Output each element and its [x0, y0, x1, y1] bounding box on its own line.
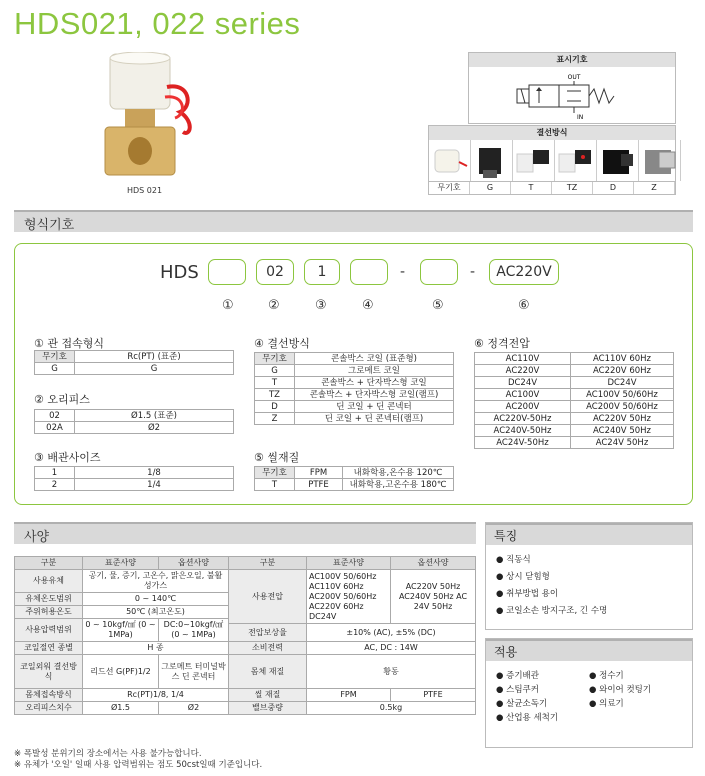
model-section-title: 형식기호 — [24, 218, 75, 233]
valve-product-image — [95, 52, 200, 182]
valve-symbol-icon — [469, 67, 675, 123]
table-cell: 1/8 — [75, 467, 234, 479]
coil-standard-image — [429, 140, 471, 181]
feature-item: ● 코일소손 방지구조, 긴 수명 — [496, 606, 608, 616]
in-label: IN — [577, 114, 584, 121]
spec-key: 몸체 재질 — [229, 655, 307, 689]
spec-key: 밸브중량 — [229, 702, 307, 715]
spec-value: Ø1.5 — [83, 702, 159, 715]
feature-item: ● 취부방법 용이 — [496, 589, 559, 599]
code-slot-3: 1 — [304, 259, 340, 285]
table-cell: 내화학용,고온수용 180℃ — [343, 479, 454, 491]
table-cell: 딘 코일 + 딘 콘넥터(램프) — [295, 413, 454, 425]
table-cell: 1/4 — [75, 479, 234, 491]
code-slot-2: 02 — [256, 259, 294, 285]
spec-key: 주위허용온도 — [15, 606, 83, 619]
table-cell: 02 — [35, 410, 75, 422]
product-caption: HDS 021 — [127, 186, 163, 195]
spec-key: 사용압력범위 — [15, 619, 83, 642]
orifice-title: ② 오리피스 — [34, 393, 90, 406]
table-cell: DC24V — [475, 377, 571, 389]
spec-head: 옵션사양 — [159, 557, 229, 570]
application-item: ● 와이어 컷팅기 — [589, 685, 652, 695]
application-item: ● 의료기 — [589, 699, 624, 709]
table-cell: 콘솔박스 + 단자박스형 코일(램프) — [295, 389, 454, 401]
application-item: ● 정수기 — [589, 671, 624, 681]
spec-value: PTFE — [391, 689, 476, 702]
spec-section-title: 사양 — [24, 530, 50, 545]
spec-value: AC220V 50Hz AC240V 50Hz AC 24V 50Hz — [391, 570, 476, 624]
table-cell: AC220V 60Hz — [571, 365, 674, 377]
table-cell: AC24V 50Hz — [571, 437, 674, 449]
table-cell: PTFE — [295, 479, 343, 491]
spec-value: 0 ~ 140℃ — [83, 593, 229, 606]
coil-terminal-image — [513, 140, 555, 181]
spec-key: 소비전력 — [229, 642, 307, 655]
code-slot-4 — [350, 259, 388, 285]
table-cell: AC240V 50Hz — [571, 425, 674, 437]
table-cell: DC24V — [571, 377, 674, 389]
coil-grommet-image — [471, 140, 513, 181]
page-title: HDS021, 022 series — [14, 6, 301, 41]
table-cell: G — [75, 363, 234, 375]
code-number: ② — [268, 298, 280, 313]
spec-head: 옵션사양 — [391, 557, 476, 570]
pipe-size-table — [34, 466, 234, 491]
code-dash: - — [400, 264, 406, 280]
table-cell: 그로메트 코일 — [295, 365, 454, 377]
pipe-conn-table — [34, 350, 234, 375]
table-cell: 콘솔박스 코일 (표준형) — [295, 353, 454, 365]
conn-label: T — [511, 182, 552, 194]
notes — [14, 749, 262, 771]
table-cell: 02A — [35, 422, 75, 434]
table-cell: AC24V-50Hz — [475, 437, 571, 449]
spec-value: DC:0~10kgf/㎠ (0 ~ 1MPa) — [159, 619, 229, 642]
spec-key: 씰 재질 — [229, 689, 307, 702]
coil-terminal-lamp-image — [555, 140, 597, 181]
code-slot-5 — [420, 259, 458, 285]
conn-label: TZ — [552, 182, 593, 194]
application-item: ● 산업용 세척기 — [496, 713, 559, 723]
conn-label: Z — [634, 182, 675, 194]
table-cell: 내화학용,온수용 120℃ — [343, 467, 454, 479]
spec-key: 사용전압 — [229, 570, 307, 624]
table-cell: G — [35, 363, 75, 375]
table-cell: 무기호 — [255, 467, 295, 479]
voltage-table — [474, 352, 674, 449]
spec-value: AC, DC : 14W — [307, 642, 476, 655]
spec-key: 유체온도범위 — [15, 593, 83, 606]
applications-title: 적용 — [486, 639, 692, 661]
coil-din-lamp-image — [639, 140, 681, 181]
spec-section-header — [14, 522, 476, 544]
spec-key: 사용유체 — [15, 570, 83, 593]
spec-key: 오리피스치수 — [15, 702, 83, 715]
table-cell: TZ — [255, 389, 295, 401]
symbol-header: 표시기호 — [469, 53, 675, 67]
applications-box — [485, 638, 693, 748]
feature-item: ● 직동식 — [496, 555, 531, 565]
table-cell: T — [255, 479, 295, 491]
out-label: OUT — [567, 74, 581, 81]
note-line: ※ 유체가 '오일' 일때 사용 압력범위는 점도 50cst일때 기준입니다. — [14, 760, 263, 770]
connection-box — [428, 125, 676, 195]
spec-value: 그로메트 터미널박스 딘 콘넥터 — [159, 655, 229, 689]
spec-key: 몸체접속방식 — [15, 689, 83, 702]
table-cell: AC100V 50/60Hz — [571, 389, 674, 401]
table-cell: T — [255, 377, 295, 389]
table-cell: Z — [255, 413, 295, 425]
code-dash: - — [470, 264, 476, 280]
orifice-table — [34, 409, 234, 434]
features-box — [485, 522, 693, 630]
symbol-box — [468, 52, 676, 124]
features-title: 특징 — [486, 523, 692, 545]
table-cell: AC110V — [475, 353, 571, 365]
table-cell: 딘 코일 + 딘 콘넥터 — [295, 401, 454, 413]
wiring-title: ④ 결선방식 — [254, 337, 310, 350]
feature-item: ● 상시 닫힘형 — [496, 572, 550, 582]
spec-head: 표준사양 — [83, 557, 159, 570]
code-number: ④ — [362, 298, 374, 313]
seal-title: ⑤ 씰재질 — [254, 451, 300, 464]
table-cell: AC100V — [475, 389, 571, 401]
spec-key: 코일외워 결선방식 — [15, 655, 83, 689]
table-cell: AC220V-50Hz — [475, 413, 571, 425]
wiring-table — [254, 352, 454, 425]
pipe-size-title: ③ 배관사이즈 — [34, 451, 101, 464]
spec-head: 구분 — [229, 557, 307, 570]
table-cell: AC200V — [475, 401, 571, 413]
coil-din-image — [597, 140, 639, 181]
spec-value: 50℃ (최고온도) — [83, 606, 229, 619]
note-line: ※ 폭발성 분위기의 장소에서는 사용 불가능합니다. — [14, 749, 202, 759]
table-cell: 1 — [35, 467, 75, 479]
table-cell: 무기호 — [255, 353, 295, 365]
application-item: ● 증기배관 — [496, 671, 539, 681]
table-cell: G — [255, 365, 295, 377]
table-cell: 무기호 — [35, 351, 75, 363]
table-cell: AC220V 50Hz — [571, 413, 674, 425]
spec-value: 0 ~ 10kgf/㎠ (0 ~ 1MPa) — [83, 619, 159, 642]
table-cell: 콘솔박스 + 단자박스형 코일 — [295, 377, 454, 389]
table-cell: FPM — [295, 467, 343, 479]
conn-label: G — [470, 182, 511, 194]
spec-value: 황동 — [307, 655, 476, 689]
code-slot-6: AC220V — [489, 259, 559, 285]
spec-value: Rc(PT)1/8, 1/4 — [83, 689, 229, 702]
spec-head: 구분 — [15, 557, 83, 570]
spec-value: 공기, 물, 증기, 고온수, 맑은오일, 불활성가스 — [83, 570, 229, 593]
spec-table — [14, 556, 476, 715]
application-item: ● 스팀쿠커 — [496, 685, 539, 695]
spec-key: 전압보상율 — [229, 624, 307, 642]
conn-label: 무기호 — [429, 182, 470, 194]
spec-value: Ø2 — [159, 702, 229, 715]
spec-key: 코일절연 종별 — [15, 642, 83, 655]
model-section-header — [14, 210, 693, 232]
table-cell: AC110V 60Hz — [571, 353, 674, 365]
spec-value: H 종 — [83, 642, 229, 655]
code-slot-1 — [208, 259, 246, 285]
spec-value: FPM — [307, 689, 391, 702]
seal-table — [254, 466, 454, 491]
spec-value: ±10% (AC), ±5% (DC) — [307, 624, 476, 642]
code-number: ⑤ — [432, 298, 444, 313]
conn-label: D — [593, 182, 634, 194]
connection-header: 결선방식 — [429, 126, 675, 140]
application-item: ● 살균소독기 — [496, 699, 548, 709]
table-cell: 2 — [35, 479, 75, 491]
table-cell: AC220V — [475, 365, 571, 377]
table-cell: Ø1.5 (표준) — [75, 410, 234, 422]
model-prefix: HDS — [160, 262, 199, 283]
code-number: ① — [222, 298, 234, 313]
table-cell: AC240V-50Hz — [475, 425, 571, 437]
spec-value: 0.5kg — [307, 702, 476, 715]
spec-head: 표준사양 — [307, 557, 391, 570]
table-cell: AC200V 50/60Hz — [571, 401, 674, 413]
code-number: ⑥ — [518, 298, 530, 313]
table-cell: Ø2 — [75, 422, 234, 434]
spec-value: AC100V 50/60Hz AC110V 60Hz AC200V 50/60Hz AC220V 60Hz DC24V — [307, 570, 391, 624]
code-number: ③ — [315, 298, 327, 313]
spec-value: 리드선 G(PF)1/2 — [83, 655, 159, 689]
table-cell: Rc(PT) (표준) — [75, 351, 234, 363]
table-cell: D — [255, 401, 295, 413]
voltage-title: ⑥ 정격전압 — [474, 337, 530, 350]
pipe-conn-title: ① 관 접속형식 — [34, 337, 104, 350]
